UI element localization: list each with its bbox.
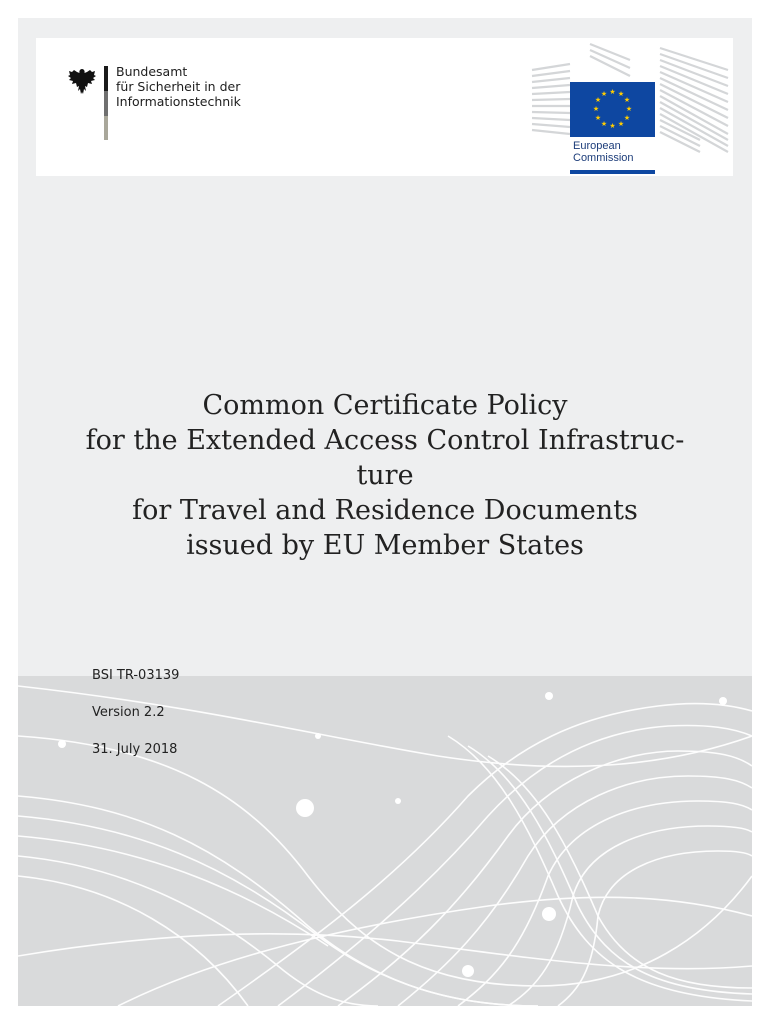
ec-organization-name: European Commission: [573, 140, 634, 164]
svg-text:★: ★: [592, 105, 600, 113]
header-logo-band: [36, 38, 733, 176]
bsi-color-bar: [104, 66, 108, 140]
svg-text:★: ★: [617, 120, 625, 128]
bsi-organization-name: Bundesamt für Sicherheit in der Informationstechnik: [116, 64, 241, 109]
svg-text:★: ★: [609, 122, 616, 130]
ec-underline: [570, 170, 655, 174]
document-date: 31. July 2018: [92, 742, 178, 757]
svg-text:★: ★: [617, 90, 625, 98]
svg-text:★: ★: [609, 88, 616, 96]
european-commission-logo: [530, 40, 730, 176]
federal-eagle-icon: [66, 66, 98, 98]
title-line: ture: [356, 460, 414, 491]
svg-text:★: ★: [623, 114, 631, 122]
svg-text:★: ★: [600, 90, 608, 98]
title-line: Common Certificate Policy: [202, 390, 568, 421]
title-line: for the Extended Access Control Infrastruc-: [85, 425, 685, 456]
svg-text:★: ★: [625, 105, 633, 113]
svg-text:★: ★: [623, 96, 631, 104]
document-metadata: [92, 668, 179, 779]
svg-text:★: ★: [594, 96, 602, 104]
svg-text:★: ★: [594, 114, 602, 122]
document-page: [18, 18, 752, 1006]
document-title: [78, 388, 692, 563]
eu-flag-icon: [570, 82, 655, 137]
document-version: Version 2.2: [92, 705, 165, 720]
title-line: issued by EU Member States: [186, 530, 584, 561]
bsi-logo: [66, 66, 266, 146]
svg-text:★: ★: [600, 120, 608, 128]
document-id: BSI TR-03139: [92, 668, 180, 683]
title-line: for Travel and Residence Documents: [132, 495, 638, 526]
